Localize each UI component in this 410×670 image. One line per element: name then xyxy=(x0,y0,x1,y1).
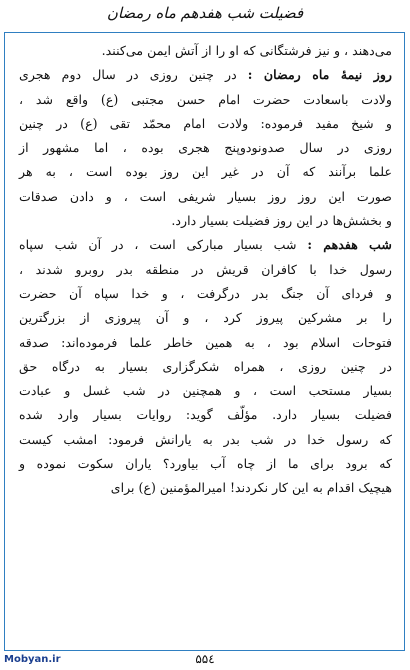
paragraph-intro xyxy=(19,39,392,63)
section-heading: روز نیمهٔ ماه رمضان : xyxy=(247,67,392,83)
text-line: می‌دهند ، و نیز فرشتگانی که او را از آتش ایمن می‌کنند. xyxy=(101,43,392,58)
text-line: و شیخ مفید فرموده: ولادت امام محمّد تقی (ع) در چنین xyxy=(19,115,392,131)
text-line: هیچیک اقدام به این کار نکردند! امیرالمؤمنین (ع) برای xyxy=(110,480,392,496)
text-line xyxy=(19,63,392,87)
page-title: فضیلت شب هفدهم ماه رمضان xyxy=(106,4,304,22)
text-line: بسیار مستحب است ، و همچنین در شب غسل و عبادت xyxy=(19,383,392,399)
page-footer xyxy=(0,652,410,670)
text-line: روزی در سال صدونودوپنج هجری بوده ، اما مشهور از xyxy=(19,140,392,156)
body-text xyxy=(19,39,392,501)
text-fragment: در چنین روزی در سال دوم هجری xyxy=(19,67,237,83)
text-line: رسول خدا با کافران قریش در منطقه بدر روبرو شدند ، xyxy=(19,261,392,277)
paragraph-night-17 xyxy=(19,233,392,500)
watermark-link[interactable]: Mobyan.ir xyxy=(4,654,61,665)
page-number: ۵۵٤ xyxy=(195,652,215,666)
text-line: که برود برای ما از چاه آب بیاورد؟ یاران سکوت نموده و xyxy=(19,456,392,472)
text-line: ولادت باسعادت حضرت امام حسن مجتبی (ع) واقع شد ، xyxy=(19,91,392,107)
text-line: را بر مشرکین پیروز کرد ، و آن پیروزی از بزرگترین xyxy=(19,310,393,326)
section-heading: شب هفدهم : xyxy=(307,237,392,253)
text-frame xyxy=(4,32,405,651)
page-header xyxy=(0,0,410,36)
text-line: فضیلت بسیار دارد. مؤلّف گوید: روایات بسیار وارد شده xyxy=(19,407,392,423)
text-line: و بخشش‌ها در این روز فضیلت بسیار دارد. xyxy=(171,213,392,229)
text-line: در چنین روزی ، همراه شکرگزاری بسیار به درگاه حق xyxy=(19,358,392,374)
text-line: صورت این روز روز بسیار شریفی است ، و دادن صدقات xyxy=(19,188,392,204)
text-line: که رسول خدا در شب بدر به یارانش فرمود: امشب کیست xyxy=(19,431,392,447)
text-line: و فردای آن جنگ بدر درگرفت ، و خدا سپاه آن حضرت xyxy=(19,285,392,301)
text-line: فتوحات اسلام بود ، به همین خاطر علما فرموده‌اند: صدقه xyxy=(19,334,392,350)
paragraph-mid-ramadan xyxy=(19,63,392,233)
text-line: علما برآنند که آن در غیر این روز بوده است ، به هر xyxy=(19,164,392,180)
text-fragment: شب بسیار مبارکی است ، در آن شب سپاه xyxy=(19,237,297,253)
text-line xyxy=(19,233,392,257)
